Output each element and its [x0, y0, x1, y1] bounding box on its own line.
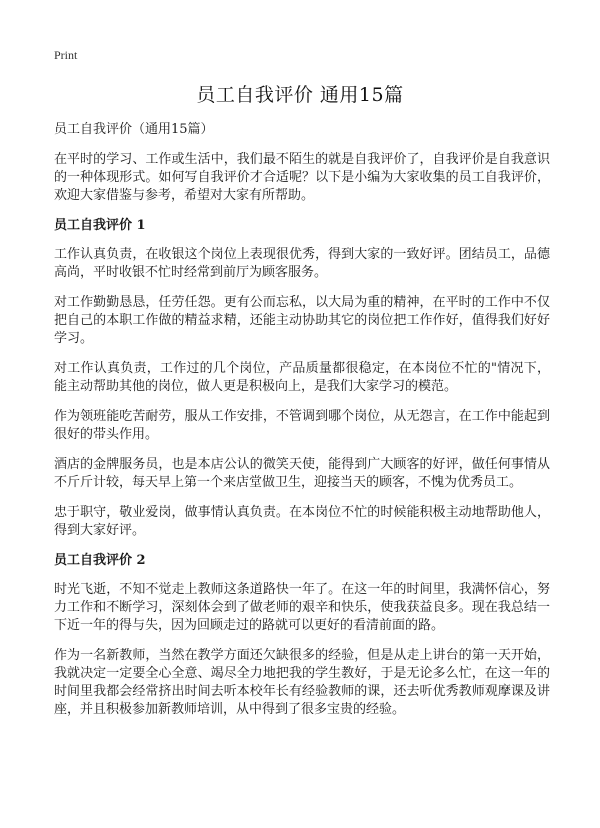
section-heading: 员工自我评价 1 [54, 218, 146, 233]
paragraph: 对工作勤勤恳恳，任劳任怨。更有公而忘私，以大局为重的精神，在平时的工作中不仅把自己的本职工作做的精益求精，还能主动协助其它的岗位把工作作好，值得我们好好学习。 [54, 295, 550, 346]
intro-paragraph: 在平时的学习、工作或生活中，我们最不陌生的就是自我评价了，自我评价是自我意识的一种体现形式。如何写自我评价才合适呢？以下是小编为大家收集的员工自我评价，欢迎大家借鉴与参考，希望对大家有所帮助。 [54, 152, 550, 203]
paragraph: 时光飞逝，不知不觉走上教师这条道路快一年了。在这一年的时间里，我满怀信心，努力工作和不断学习，深刻体会到了做老师的艰辛和快乐，使我获益良多。现在我总结一下近一年的得与失，因为回顾走过的路就可以更好的看清前面的路。 [54, 582, 550, 633]
paragraph: 作为领班能吃苦耐劳，服从工作安排，不管调到哪个岗位，从无怨言，在工作中能起到很好的带头作用。 [54, 409, 550, 442]
page-title: 员工自我评价 通用15篇 [196, 84, 404, 106]
paragraph: 对工作认真负责，工作过的几个岗位，产品质量都很稳定，在本岗位不忙的"情况下，能主动帮助其他的岗位，做人更是积极向上，是我们大家学习的模范。 [54, 361, 550, 394]
section-2 [54, 552, 550, 719]
section-1 [54, 217, 550, 540]
document-body [54, 121, 550, 731]
document-subtitle: 员工自我评价（通用15篇） [54, 122, 214, 137]
section-heading: 员工自我评价 2 [54, 553, 146, 568]
paragraph: 工作认真负责，在收银这个岗位上表现很优秀，得到大家的一致好评。团结员工，品德高尚，平时收银不忙时经常到前厅为顾客服务。 [54, 247, 550, 280]
paragraph: 忠于职守，敬业爱岗，做事情认真负责。在本岗位不忙的时候能积极主动地帮助他人，得到大家好评。 [54, 505, 550, 538]
paragraph: 酒店的金牌服务员，也是本店公认的微笑天使，能得到广大顾客的好评，做任何事情从不斤斤计较，每天早上第一个来店堂做卫生，迎接当天的顾客，不愧为优秀员工。 [54, 457, 550, 490]
print-link[interactable]: Print [54, 48, 78, 62]
paragraph: 作为一名新教师，当然在教学方面还欠缺很多的经验，但是从走上讲台的第一天开始，我就决定一定要全心全意、竭尽全力地把我的学生教好，于是无论多么忙，在这一年的时间里我都会经常挤出时间去听本校年长有经验教师的课，还去听优秀教师观摩课及讲座，并且积极参加新教师培训，从中得到了很多宝贵的经验。 [54, 648, 550, 717]
